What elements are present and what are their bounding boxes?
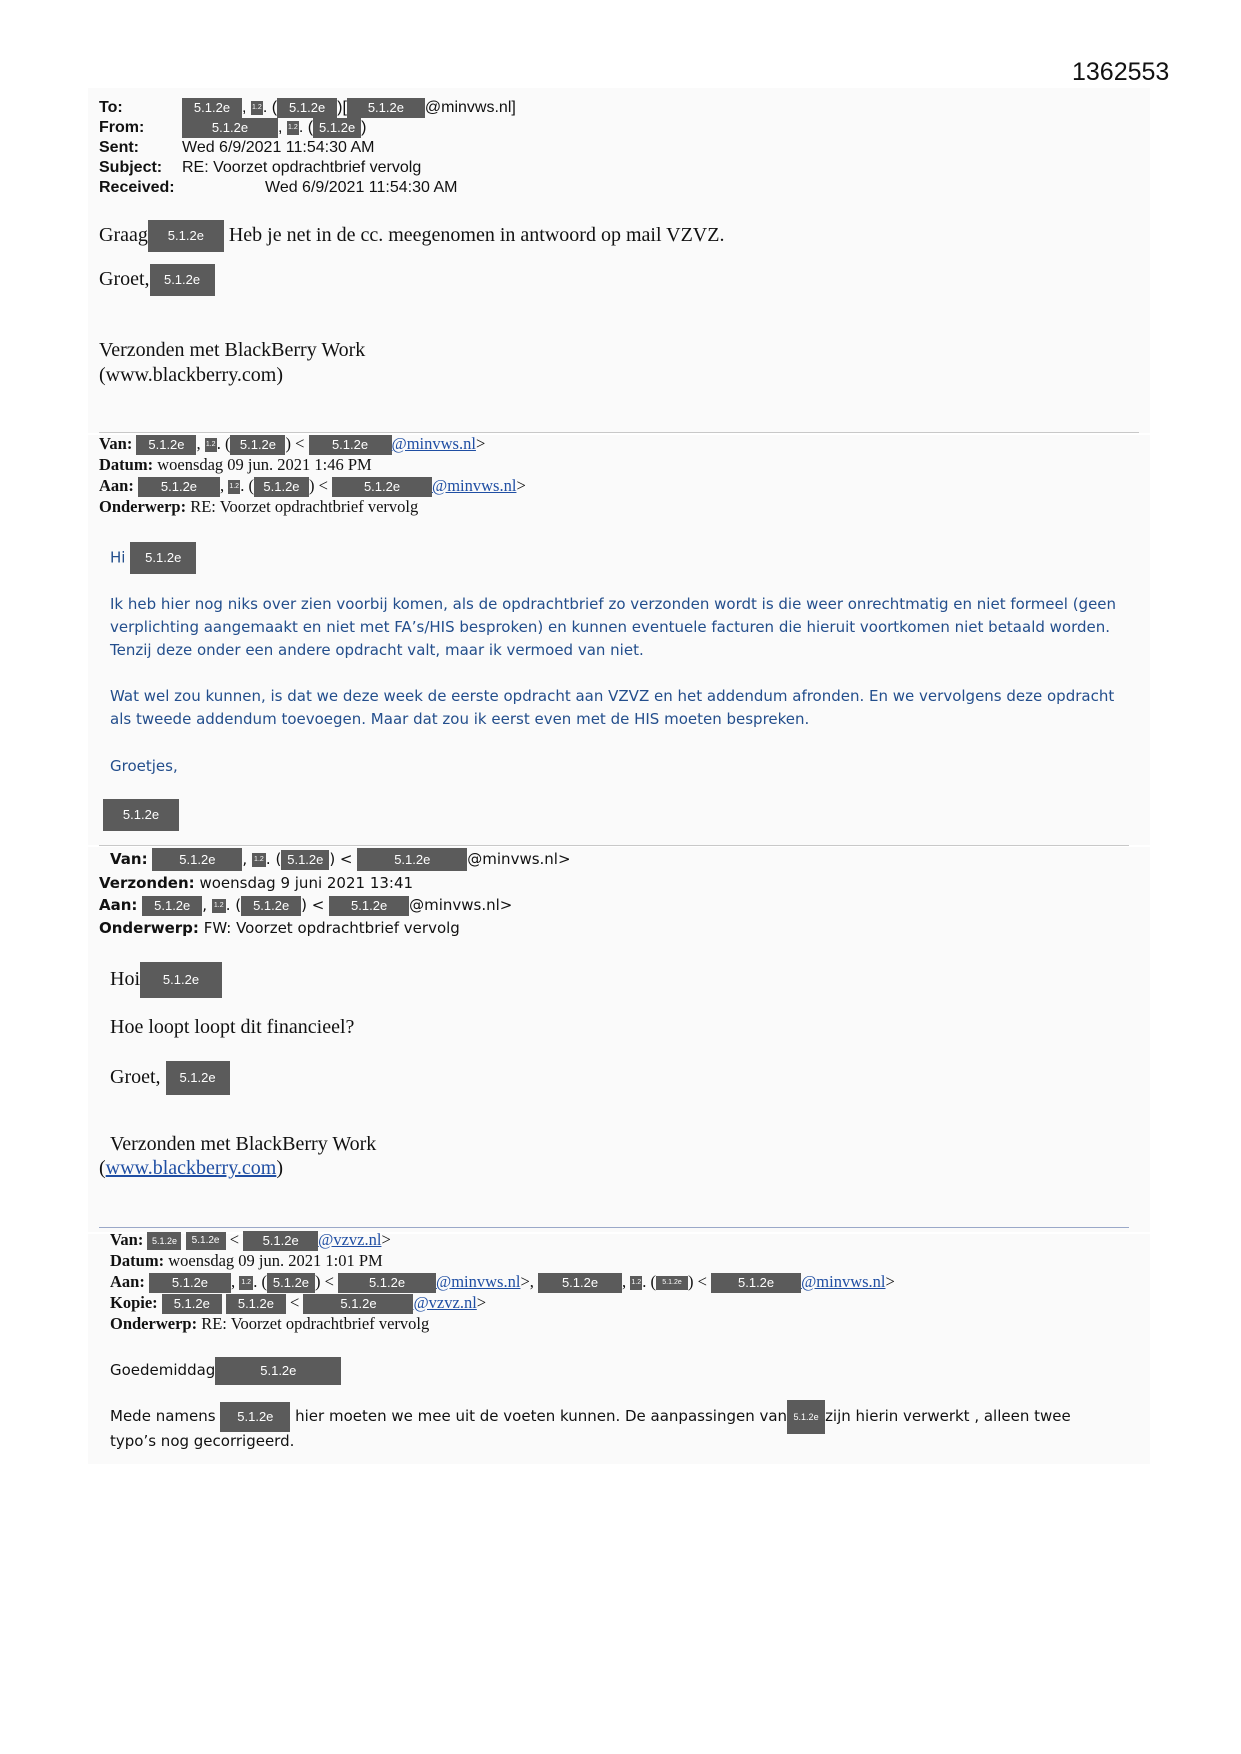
kopie-label: Kopie: — [110, 1293, 158, 1312]
redaction: 5.1.2e — [309, 435, 392, 455]
block2-aan: Aan: 5.1.2e , 1.2. ( 5.1.2e ) < 5.1.2e @minvws.nl> — [99, 475, 526, 497]
datum-value: woensdag 09 jun. 2021 1:01 PM — [168, 1251, 383, 1270]
block2-paragraph-2: Wat wel zou kunnen, is dat we deze week de eerste opdracht aan VZVZ en het addendum afronden. En we vervolgens deze opdracht als tweede addendum toevoegen. Maar dat zou ik eerst even met de HIS moeten bespreken. — [110, 687, 1115, 728]
text: Graag — [99, 224, 148, 246]
redaction-small: 1.2 — [252, 853, 266, 867]
email-link[interactable]: @vzvz.nl — [413, 1293, 477, 1312]
to-label: To: — [99, 99, 123, 117]
signature-line-2: (www.blackberry.com) — [99, 364, 283, 386]
header-sent — [99, 138, 374, 158]
redaction: 5.1.2e — [357, 848, 467, 871]
header-received — [99, 178, 457, 198]
onderwerp-label: Onderwerp: — [99, 497, 187, 516]
redaction: 5.1.2e — [329, 896, 409, 916]
email-domain: @minvws.nl> — [467, 850, 571, 868]
redaction: 5.1.2e — [338, 1273, 436, 1293]
document-number: 1362553 — [1072, 58, 1170, 86]
datum-value: woensdag 09 jun. 2021 1:46 PM — [157, 455, 372, 474]
verzonden-value: woensdag 9 juni 2021 13:41 — [199, 874, 414, 892]
signature-line-1: Verzonden met BlackBerry Work — [99, 339, 366, 361]
redaction: 5.1.2e — [538, 1273, 622, 1293]
text: zijn hierin verwerkt , alleen twee — [825, 1407, 1071, 1425]
onderwerp-value: RE: Voorzet opdrachtbrief vervolg — [190, 497, 419, 516]
received-value: Wed 6/9/2021 11:54:30 AM — [265, 179, 458, 196]
block3-groet — [110, 1060, 230, 1095]
onderwerp-value: FW: Voorzet opdrachtbrief vervolg — [203, 919, 460, 937]
text: hier moeten we mee uit de voeten kunnen. De aanpassingen van — [295, 1407, 788, 1425]
redaction: 5.1.2e — [226, 1294, 286, 1314]
redaction-small: 1.2 — [239, 1276, 253, 1290]
redaction-small: 1.2 — [212, 899, 226, 913]
text: Groet, — [110, 1066, 161, 1088]
verzonden-label: Verzonden: — [99, 874, 195, 892]
subject-value: RE: Voorzet opdrachtbrief vervolg — [182, 159, 422, 176]
email-link[interactable]: @minvws.nl — [391, 434, 476, 453]
redaction: 5.1.2e — [166, 1061, 230, 1095]
text: Mede namens — [110, 1407, 216, 1425]
email-link[interactable]: @minvws.nl — [801, 1272, 886, 1291]
redaction: 5.1.2e — [142, 896, 202, 916]
block3-aan: Aan: 5.1.2e , 1.2 . ( 5.1.2e ) < 5.1.2e @minvws.nl> — [99, 896, 513, 914]
redaction: 5.1.2e — [136, 435, 196, 455]
redaction-small: 1.2 — [228, 480, 240, 494]
redaction: 5.1.2e — [347, 98, 425, 118]
redaction: 5.1.2e — [182, 118, 278, 138]
redaction: 5.1.2e — [243, 1231, 318, 1251]
block3-question: Hoe loopt loopt dit financieel? — [110, 1016, 355, 1038]
text: Groet, — [99, 268, 150, 290]
block4-body-line-2: typo’s nog gecorrigeerd. — [110, 1432, 295, 1450]
block3-onderwerp — [99, 917, 460, 939]
aan-label: Aan: — [99, 896, 138, 914]
block2-onderwerp — [99, 496, 418, 517]
aan-label: Aan: — [99, 476, 134, 495]
redaction: 5.1.2e — [220, 1402, 290, 1432]
header-from: From: 5.1.2e , 1.2. ( 5.1.2e ) — [99, 119, 367, 137]
email-link[interactable]: @vzvz.nl — [318, 1230, 382, 1249]
redaction: 5.1.2e — [254, 477, 309, 497]
text: Hoi — [110, 968, 140, 990]
redaction: 5.1.2e — [150, 264, 215, 296]
block3-verzonden — [99, 872, 413, 894]
text: Hi — [110, 548, 126, 567]
email-domain: @minvws.nl> — [409, 896, 513, 914]
redaction: 5.1.2e — [332, 477, 432, 497]
redaction: 5.1.2e — [241, 896, 301, 916]
redaction: 5.1.2e — [147, 1232, 181, 1250]
redaction-small: 1.2 — [251, 101, 263, 115]
redaction: 5.1.2e — [103, 799, 179, 831]
from-label: From: — [99, 119, 145, 137]
redaction: 5.1.2e — [303, 1294, 413, 1314]
redaction: 5.1.2e — [130, 542, 196, 574]
block2-greeting — [110, 542, 196, 574]
block4-kopie: Kopie: 5.1.2e 5.1.2e < 5.1.2e @vzvz.nl> — [110, 1292, 486, 1314]
redaction: 5.1.2e — [162, 1294, 222, 1314]
datum-label: Datum: — [99, 455, 154, 474]
onderwerp-value: RE: Voorzet opdrachtbrief vervolg — [201, 1314, 430, 1333]
van-label: Van: — [110, 1230, 144, 1249]
redaction: 5.1.2e — [186, 1232, 226, 1250]
block2-van: Van: 5.1.2e , 1.2. ( 5.1.2e ) < 5.1.2e @minvws.nl> — [99, 433, 485, 455]
text: Goedemiddag — [110, 1361, 216, 1379]
block2-closing: Groetjes, — [110, 757, 178, 775]
redaction: 5.1.2e — [277, 98, 337, 118]
aan-label: Aan: — [110, 1272, 145, 1291]
block3-van: Van: 5.1.2e , 1.2 . ( 5.1.2e ) < 5.1.2e @minvws.nl> — [110, 848, 571, 871]
redaction: 5.1.2e — [182, 98, 242, 118]
redaction-small: 1.2 — [630, 1276, 642, 1290]
redaction: 5.1.2e — [711, 1273, 801, 1293]
sent-value: Wed 6/9/2021 11:54:30 AM — [182, 139, 375, 156]
email-link[interactable]: @minvws.nl — [436, 1272, 521, 1291]
redaction: 5.1.2e — [313, 118, 361, 138]
block4-body-line-1 — [110, 1399, 1071, 1434]
onderwerp-label: Onderwerp: — [99, 919, 199, 937]
redaction: 5.1.2e — [230, 435, 285, 455]
sent-label: Sent: — [99, 139, 139, 156]
redaction: 5.1.2e — [656, 1276, 688, 1290]
datum-label: Datum: — [110, 1251, 165, 1270]
received-label: Received: — [99, 179, 175, 196]
block4-greeting — [110, 1356, 341, 1385]
van-label: Van: — [99, 434, 133, 453]
block2-signature — [103, 799, 179, 831]
redaction: 5.1.2e — [140, 962, 222, 998]
redaction-small: 1.2 — [287, 121, 299, 135]
block3-signature-line-1: Verzonden met BlackBerry Work — [110, 1133, 377, 1155]
redaction: 5.1.2e — [138, 477, 220, 497]
redaction: 5.1.2e — [267, 1273, 315, 1293]
block4-onderwerp — [110, 1313, 429, 1334]
block2-paragraph-1: Ik heb hier nog niks over zien voorbij komen, als de opdrachtbrief zo verzonden wordt is die weer onrechtmatig en niet formeel (geen verplichting aangemaakt en niet met FA’s/HIS besproken) en kunnen eventuele facturen die hieruit voortkomen niet betaald worden. Tenzij deze onder een andere opdracht valt, maar ik vermoed van niet. — [110, 595, 1117, 659]
blackberry-link[interactable]: www.blackberry.com — [105, 1157, 277, 1179]
block3-greeting — [110, 961, 222, 998]
body-line-1 — [99, 218, 724, 252]
block4-aan: Aan: 5.1.2e , 1.2 . ( 5.1.2e ) < 5.1.2e @minvws.nl>, 5.1.2e , 1.2. ( 5.1.2e ) < 5.1.2e @minvws.nl> — [110, 1271, 895, 1293]
to-domain: @minvws.nl] — [424, 99, 516, 117]
email-link[interactable]: @minvws.nl — [432, 476, 517, 495]
block4-datum — [110, 1250, 383, 1271]
redaction: 5.1.2e — [148, 220, 224, 252]
subject-label: Subject: — [99, 159, 163, 176]
divider — [99, 1227, 1129, 1228]
header-subject — [99, 158, 421, 178]
van-label: Van: — [110, 850, 148, 868]
redaction-small: 1.2 — [205, 438, 217, 452]
redaction: 5.1.2e — [281, 850, 329, 870]
redaction: 5.1.2e — [149, 1273, 231, 1293]
body-greeting — [99, 262, 215, 296]
block4-van: Van: 5.1.2e 5.1.2e < 5.1.2e @vzvz.nl> — [110, 1229, 391, 1251]
onderwerp-label: Onderwerp: — [110, 1314, 198, 1333]
header-to: To: 5.1.2e , 1.2. ( 5.1.2e )[ 5.1.2e @minvws.nl] — [99, 99, 516, 117]
redaction: 5.1.2e — [152, 848, 242, 871]
block3-signature-line-2: (www.blackberry.com) — [99, 1157, 284, 1179]
divider — [99, 845, 1129, 846]
redaction: 5.1.2e — [215, 1357, 341, 1385]
text: Heb je net in de cc. meegenomen in antwoord op mail VZVZ. — [228, 224, 725, 246]
redaction: 5.1.2e — [787, 1400, 825, 1434]
block2-datum — [99, 454, 372, 475]
